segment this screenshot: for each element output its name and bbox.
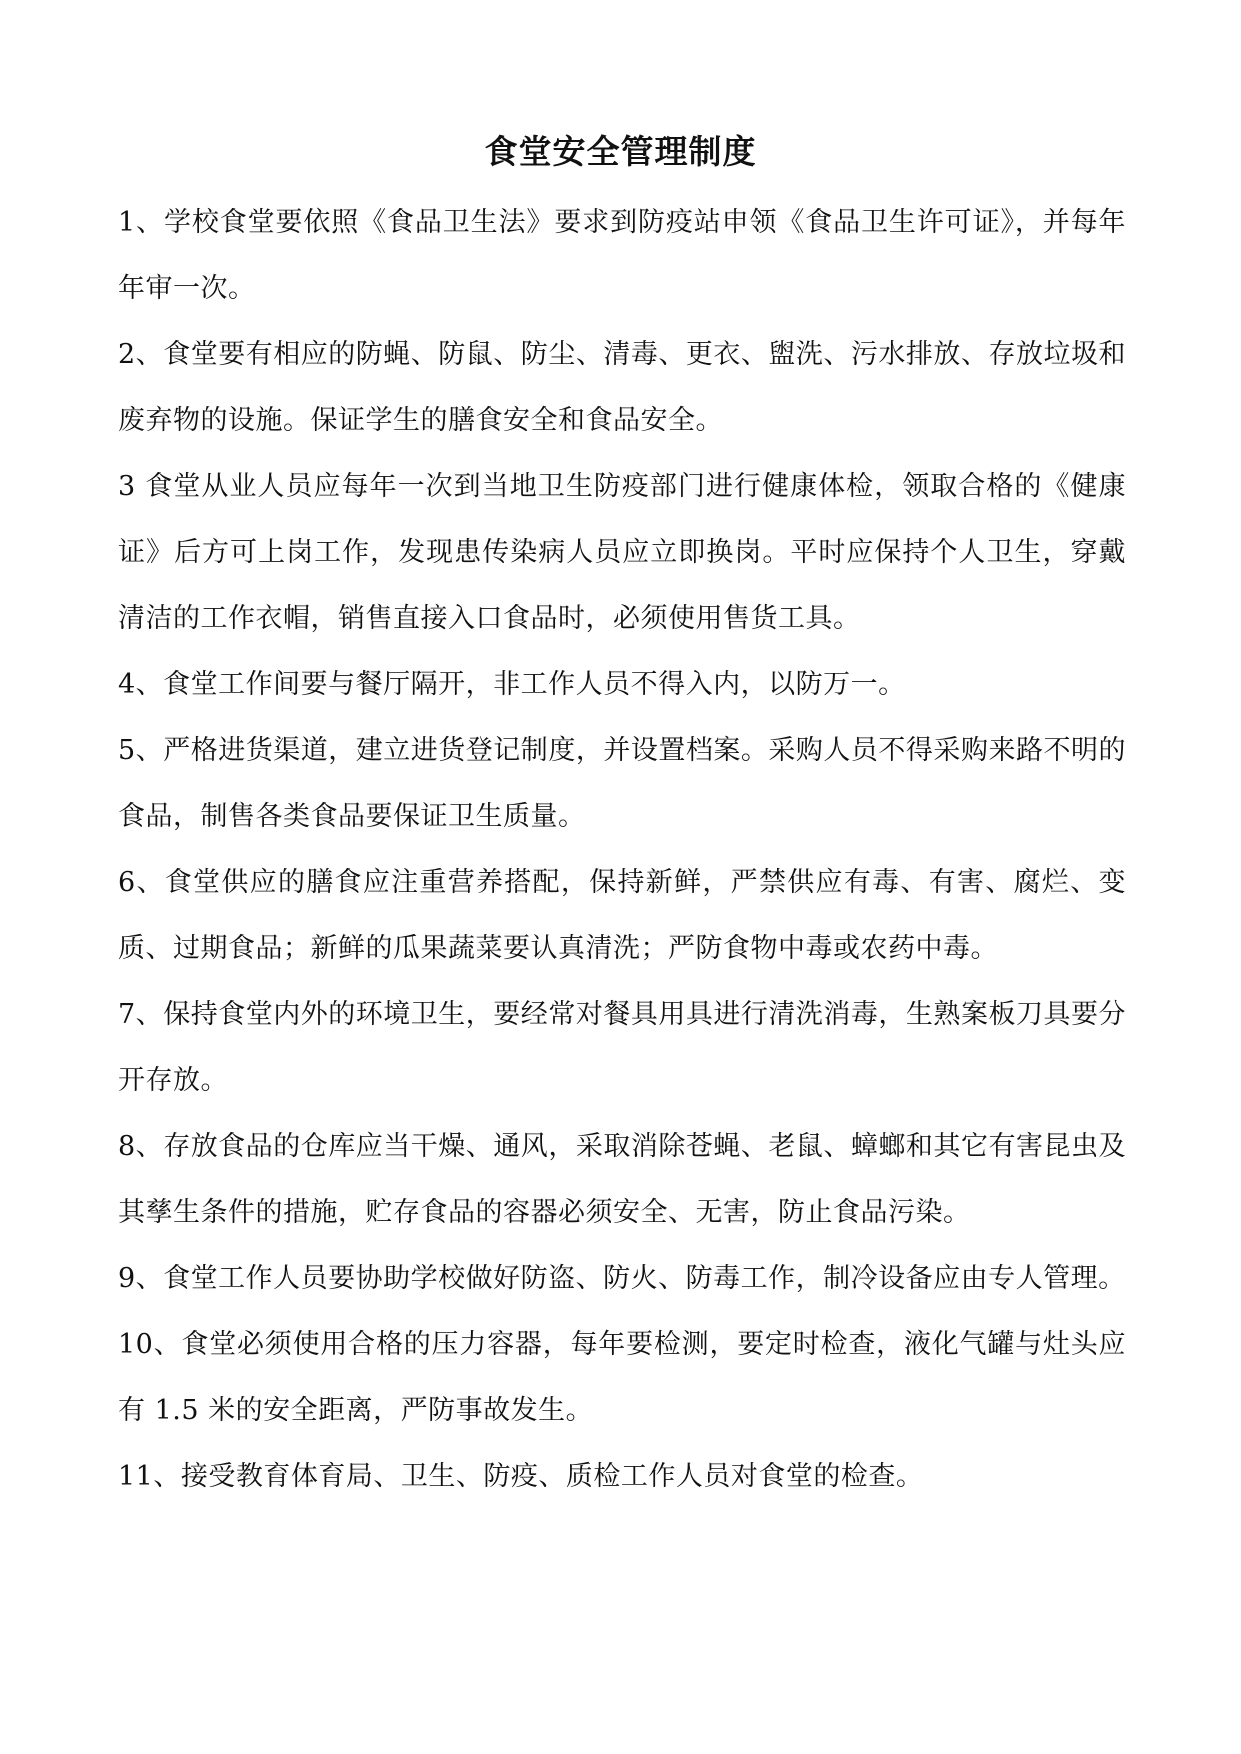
rule-paragraph-4: 4、食堂工作间要与餐厅隔开，非工作人员不得入内，以防万一。 <box>118 669 906 700</box>
rule-paragraph-5: 5、严格进货渠道，建立进货登记制度，并设置档案。采购人员不得采购来路不明的食品，制售各类食品要保证卫生质量。 <box>118 735 1126 832</box>
document-body <box>118 190 1126 1510</box>
rule-paragraph-3: 3 食堂从业人员应每年一次到当地卫生防疫部门进行健康体检，领取合格的《健康证》后方可上岗工作，发现患传染病人员应立即换岗。平时应保持个人卫生，穿戴清洁的工作衣帽，销售直接入口食品时，必须使用售货工具。 <box>118 471 1126 634</box>
rule-paragraph-8: 8、存放食品的仓库应当干燥、通风，采取消除苍蝇、老鼠、蟑螂和其它有害昆虫及其孳生条件的措施，贮存食品的容器必须安全、无害，防止食品污染。 <box>118 1131 1126 1228</box>
rule-paragraph-1: 1、学校食堂要依照《食品卫生法》要求到防疫站申领《食品卫生许可证》，并每年年审一次。 <box>118 207 1126 304</box>
rule-paragraph-6: 6、食堂供应的膳食应注重营养搭配，保持新鲜，严禁供应有毒、有害、腐烂、变质、过期食品；新鲜的瓜果蔬菜要认真清洗；严防食物中毒或农药中毒。 <box>118 867 1126 964</box>
rule-paragraph-10: 10、食堂必须使用合格的压力容器，每年要检测，要定时检查，液化气罐与灶头应有 1.5 米的安全距离，严防事故发生。 <box>118 1329 1126 1426</box>
rule-paragraph-2: 2、食堂要有相应的防蝇、防鼠、防尘、清毒、更衣、盥洗、污水排放、存放垃圾和废弃物的设施。保证学生的膳食安全和食品安全。 <box>118 339 1126 436</box>
rule-paragraph-7: 7、保持食堂内外的环境卫生，要经常对餐具用具进行清洗消毒，生熟案板刀具要分开存放。 <box>118 999 1126 1096</box>
rule-paragraph-11: 11、接受教育体育局、卫生、防疫、质检工作人员对食堂的检查。 <box>118 1461 924 1492</box>
rule-paragraph-9: 9、食堂工作人员要协助学校做好防盗、防火、防毒工作，制冷设备应由专人管理。 <box>118 1263 1126 1294</box>
document-title: 食堂安全管理制度 <box>484 132 757 171</box>
